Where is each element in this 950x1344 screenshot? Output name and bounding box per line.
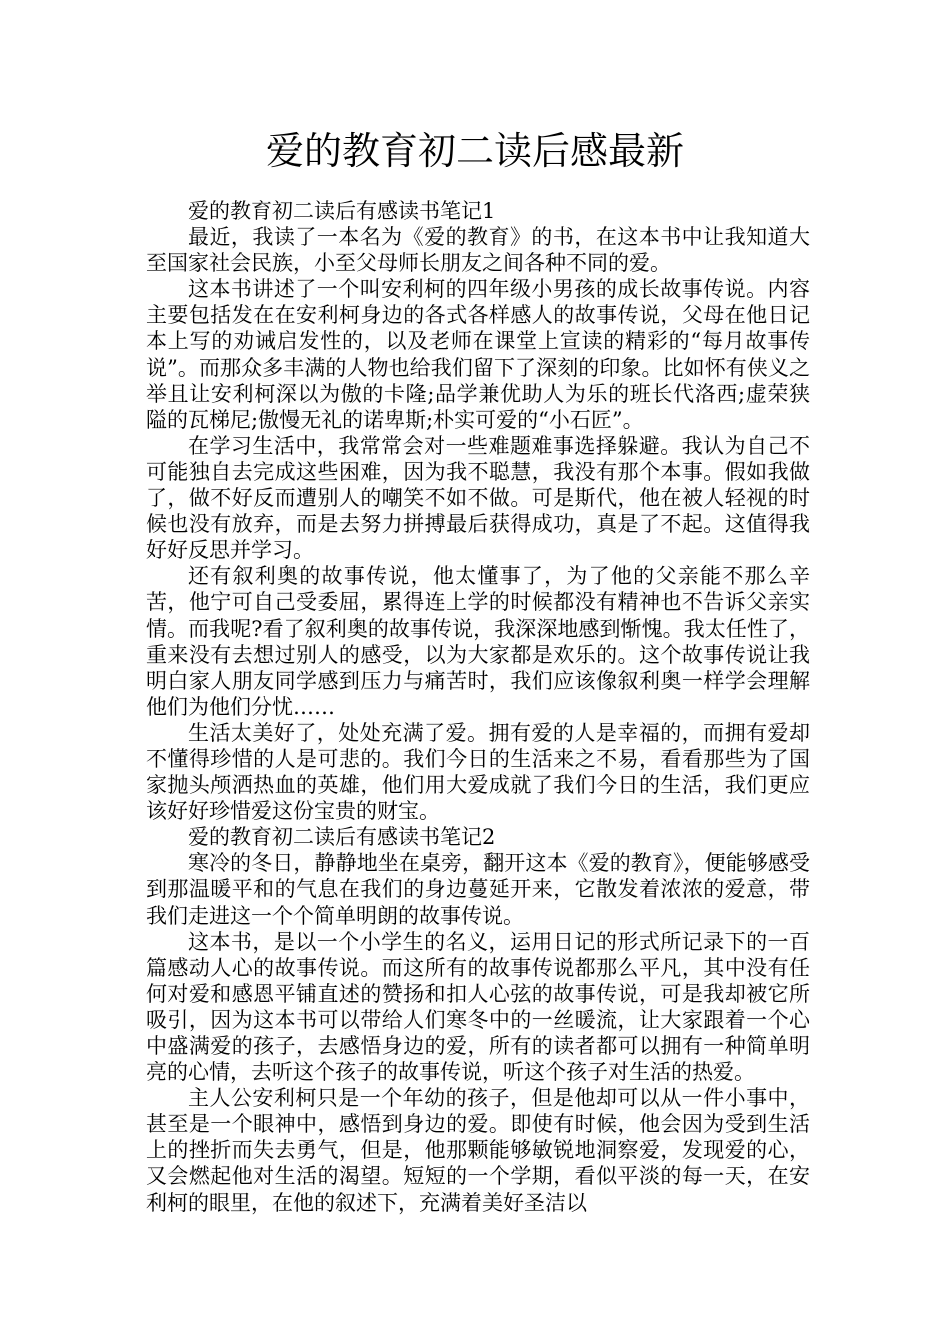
section-heading-2: 爱的教育初二读后有感读书笔记2 <box>188 825 496 850</box>
paragraph: 寒冷的冬日，静静地坐在桌旁，翻开这本《爱的教育》，便能够感受到那温暖平和的气息在我们的身边蔓延开来，它散发着浓浓的爱意，带我们走进这一个个简单明朗的故事传说。 <box>146 851 810 928</box>
paragraph: 主人公安利柯只是一个年幼的孩子，但是他却可以从一件小事中，甚至是一个眼神中，感悟到身边的爱。即使有时候，他会因为受到生活上的挫折而失去勇气，但是，他那颗能够敏锐地洞察爱，发现爱的心，又会燃起他对生活的渴望。短短的一个学期，看似平淡的每一天，在安利柯的眼里，在他的叙述下，充满着美好圣洁以 <box>146 1086 810 1215</box>
document-title: 爱的教育初二读后感最新 <box>265 129 684 173</box>
paragraph: 最近，我读了一本名为《爱的教育》的书，在这本书中让我知道大至国家社会民族，小至父母师长朋友之间各种不同的爱。 <box>146 225 810 276</box>
paragraph: 这本书，是以一个小学生的名义，运用日记的形式所记录下的一百篇感动人心的故事传说。而这所有的故事传说都那么平凡，其中没有任何对爱和感恩平铺直述的赞扬和扣人心弦的故事传说，可是我却被它所吸引，因为这本书可以带给人们寒冬中的一丝暖流，让大家跟着一个心中盛满爱的孩子，去感悟身边的爱，所有的读者都可以拥有一种简单明亮的心情，去听这个孩子的故事传说，听这个孩子对生活的热爱。 <box>146 929 810 1085</box>
section-heading-1: 爱的教育初二读后有感读书笔记1 <box>188 199 496 223</box>
paragraph: 这本书讲述了一个叫安利柯的四年级小男孩的成长故事传说。内容主要包括发在在安利柯身边的各式各样感人的故事传说，父母在他日记本上写的劝诫启发性的，以及老师在课堂上宣读的精彩的“每月故事传说”。而那众多丰满的人物也给我们留下了深刻的印象。比如怀有侠义之举且让安利柯深以为傲的卡隆;品学兼优助人为乐的班长代洛西;虚荣狭隘的瓦梯尼;傲慢无礼的诺卑斯;朴实可爱的“小石匠”。 <box>146 277 810 432</box>
paragraph: 在学习生活中，我常常会对一些难题难事选择躲避。我认为自己不可能独自去完成这些困难，因为我不聪慧，我没有那个本事。假如我做了，做不好反而遭别人的嘲笑不如不做。可是斯代，他在被人轻视的时候也没有放弃，而是去努力拼搏最后获得成功，真是了不起。这值得我好好反思并学习。 <box>146 433 810 563</box>
paragraph: 生活太美好了，处处充满了爱。拥有爱的人是幸福的，而拥有爱却不懂得珍惜的人是可悲的。我们今日的生活来之不易，看看那些为了国家抛头颅洒热血的英雄，他们用大爱成就了我们今日的生活，我们更应该好好珍惜爱这份宝贵的财宝。 <box>146 720 810 824</box>
paragraph: 还有叙利奥的故事传说，他太懂事了，为了他的父亲能不那么辛苦，他宁可自己受委屈，累得连上学的时候都没有精神也不告诉父亲实情。而我呢?看了叙利奥的故事传说，我深深地感到惭愧。我太任性了，重来没有去想过别人的感受，以为大家都是欢乐的。这个故事传说让我明白家人朋友同学感到压力与痛苦时，我们应该像叙利奥一样学会理解他们为他们分忧…… <box>146 564 810 719</box>
document-body <box>146 198 810 1216</box>
